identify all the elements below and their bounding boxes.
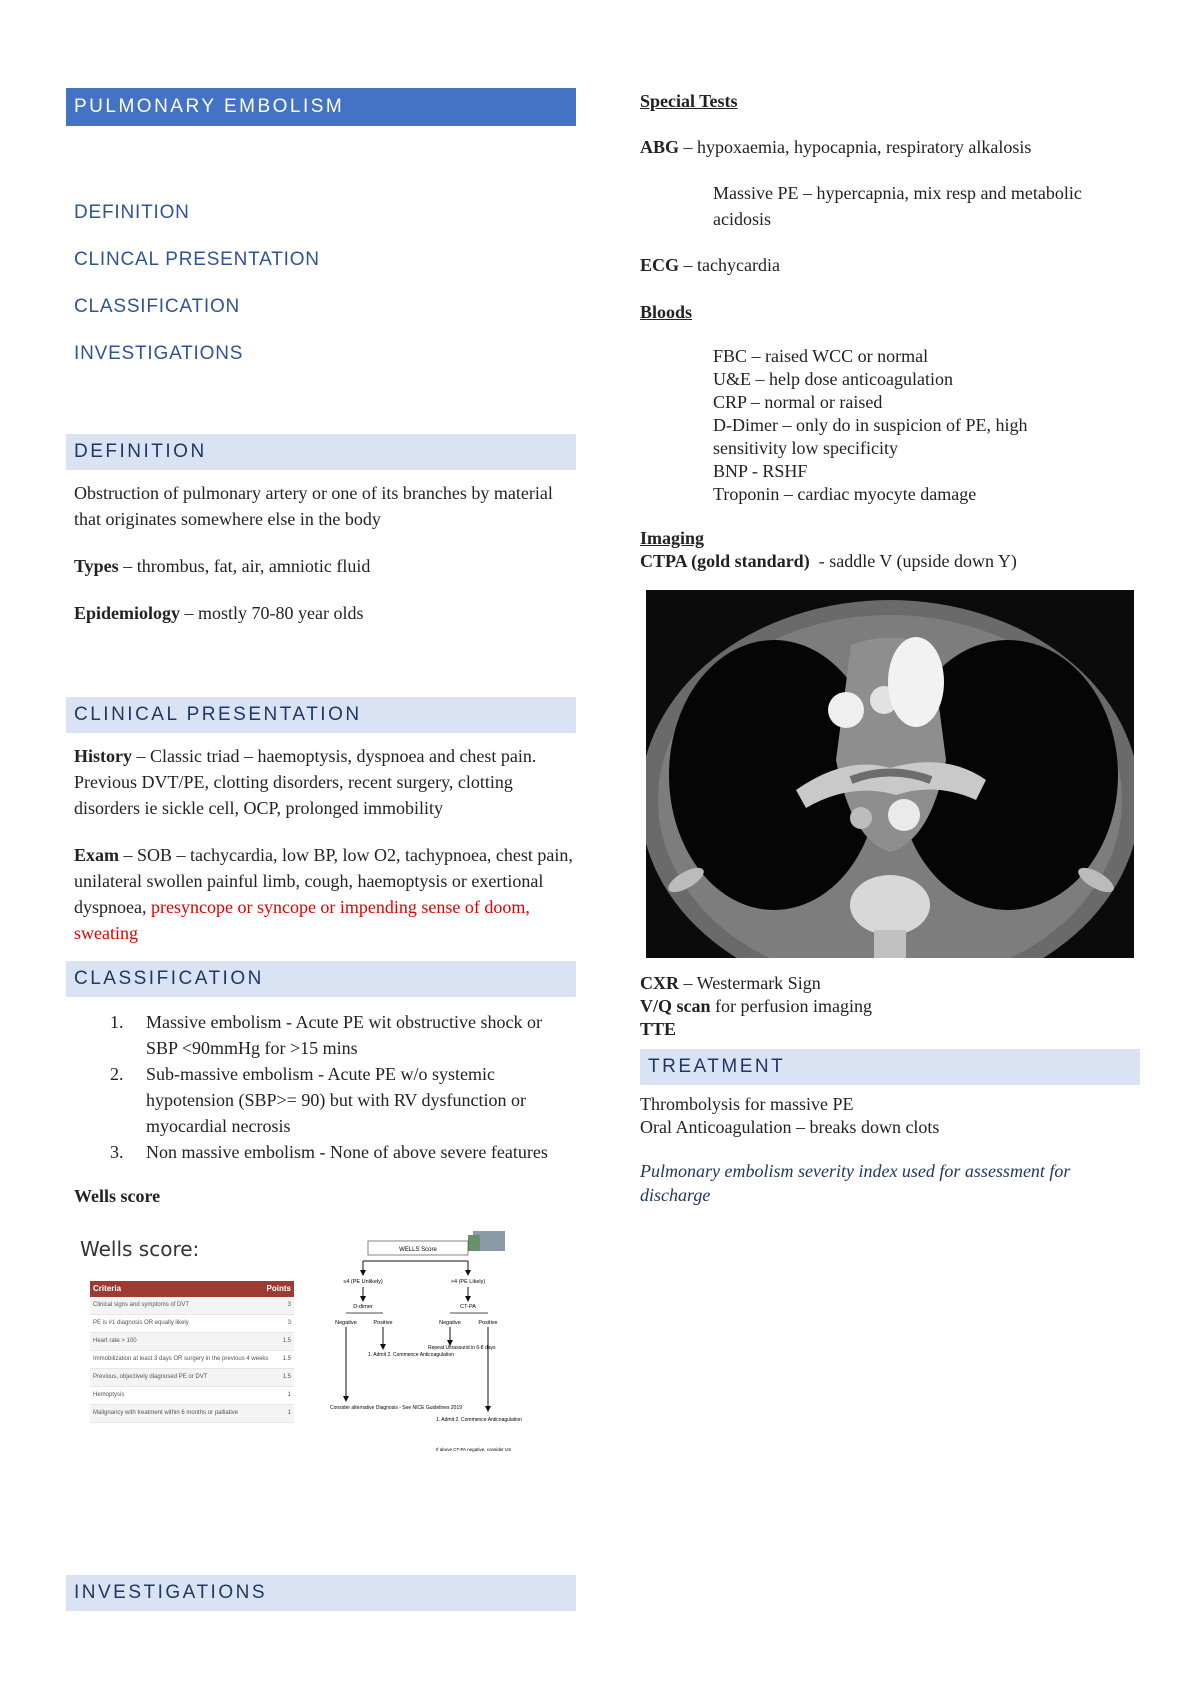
abg-text: – hypoxaemia, hypocapnia, respiratory alkalosis (679, 137, 1032, 157)
ecg-label: ECG (640, 255, 680, 275)
toc-item-classification[interactable]: CLASSIFICATION (74, 296, 241, 317)
list-item: FBC – raised WCC or normal (713, 346, 929, 366)
abg-label: ABG (640, 137, 680, 157)
exam-red-text: presyncope or syncope or impending sense of doom, sweating (74, 897, 530, 943)
types-label: Types (74, 556, 119, 576)
flow-neg-left: Negative (335, 1320, 357, 1326)
classification-item: 2. Sub-massive embolism - Acute PE w/o systemic hypotension (SBP>= 90) but with RV dysfunction or myocardial necrosis (110, 1064, 527, 1136)
table-row: Previous, objectively diagnosed PE or DVT 1.5 (90, 1369, 294, 1387)
flow-admit2: 1. Admit 2. Commence Anticoagulation (436, 1417, 522, 1423)
treatment-line-1: Thrombolysis for massive PE (640, 1094, 854, 1114)
ctpa-label: CTPA (gold standard) (640, 551, 810, 571)
right-lower-section (640, 972, 1140, 1207)
right-column (640, 88, 1140, 573)
epidemiology-paragraph (66, 600, 576, 626)
ecg-text: – tachycardia (679, 255, 780, 275)
flow-ctpa: CT-PA (460, 1304, 476, 1310)
ecg-paragraph (640, 252, 1140, 278)
table-row: Hemoptysis 1 (90, 1387, 294, 1405)
flow-logo-accent (468, 1235, 480, 1251)
tte-label: TTE (640, 1019, 677, 1039)
ct-scan-drawing (646, 590, 1134, 958)
toc-item-definition[interactable]: DEFINITION (74, 202, 190, 223)
treatment-note: Pulmonary embolism severity index used for assessment for discharge (640, 1161, 1071, 1205)
exam-paragraph (66, 842, 576, 946)
ctpa-paragraph (640, 550, 1140, 573)
imaging-heading: Imaging (640, 528, 705, 548)
types-paragraph (66, 553, 576, 579)
history-text: – Classic triad – haemoptysis, dyspnoea and chest pain. Previous DVT/PE, clotting disorders, recent surgery, clotting disorders ie sickle cell, OCP, prolonged immobility (74, 746, 537, 818)
ctpa-scan-image (646, 590, 1134, 958)
vq-paragraph (640, 995, 1140, 1018)
flow-pos-right: Positive (478, 1320, 498, 1326)
history-label: History (74, 746, 132, 766)
classification-header: CLASSIFICATION (66, 961, 576, 997)
flow-ddimer: D-dimer (353, 1304, 373, 1310)
left-column (66, 88, 576, 1603)
wells-table-header: Criteria Points (90, 1281, 294, 1297)
bloods-list (640, 345, 1140, 506)
tte-paragraph (640, 1018, 1140, 1041)
investigations-header: INVESTIGATIONS (66, 1575, 576, 1611)
classification-item: 3. Non massive embolism - None of above severe features (110, 1142, 548, 1162)
flow-left-branch: ≤4 (PE Unlikely) (343, 1279, 383, 1285)
ctpa-text: - saddle V (upside down Y) (809, 551, 1017, 571)
massive-pe-text: Massive PE – hypercapnia, mix resp and metabolic acidosis (713, 183, 1082, 229)
table-of-contents (66, 189, 576, 377)
list-item: U&E – help dose anticoagulation (713, 369, 953, 389)
abg-paragraph (640, 134, 1140, 160)
bloods-heading: Bloods (640, 302, 693, 322)
vq-text: for perfusion imaging (710, 996, 872, 1016)
flow-ifabove: If above CT-PA negative, consider US (436, 1447, 512, 1452)
list-item: Troponin – cardiac myocyte damage (713, 484, 977, 504)
wells-score-image (66, 1231, 526, 1476)
toc-item-investigations[interactable]: INVESTIGATIONS (74, 343, 244, 364)
special-tests-heading: Special Tests (640, 91, 738, 111)
cxr-text: – Westermark Sign (679, 973, 821, 993)
wells-flowchart (328, 1231, 528, 1471)
classification-list (66, 1009, 576, 1165)
epidemiology-text: – mostly 70-80 year olds (180, 603, 364, 623)
flow-consider: Consider alternative Diagnosis - See NICE Guidelines 2019 (330, 1405, 463, 1411)
flow-pos-left: Positive (373, 1320, 393, 1326)
classification-item: 1. Massive embolism - Acute PE wit obstructive shock or SBP <90mmHg for >15 mins (110, 1012, 542, 1058)
flow-neg-right: Negative (439, 1320, 461, 1326)
treatment-header: TREATMENT (640, 1049, 1140, 1085)
toc-item-clinical-presentation[interactable]: CLINCAL PRESENTATION (74, 249, 320, 270)
flow-right-branch: >4 (PE Likely) (450, 1279, 486, 1285)
table-row: Clinical signs and symptoms of DVT 3 (90, 1297, 294, 1315)
exam-text: – SOB – tachycardia, low BP, low O2, tachypnoea, chest pain, unilateral swollen painful limb, cough, haemoptysis or exertional dyspnoea, (74, 845, 573, 917)
list-item: D-Dimer – only do in suspicion of PE, high sensitivity low specificity (713, 415, 1028, 458)
flow-top: WELLS Score (399, 1247, 437, 1253)
cxr-paragraph (640, 972, 1140, 995)
definition-header: DEFINITION (66, 434, 576, 470)
types-text: – thrombus, fat, air, amniotic fluid (118, 556, 371, 576)
vq-label: V/Q scan (640, 996, 711, 1016)
table-row: Heart rate > 100 1.5 (90, 1333, 294, 1351)
wells-criteria-table (90, 1281, 294, 1423)
history-paragraph (66, 743, 576, 821)
epidemiology-label: Epidemiology (74, 603, 181, 623)
wells-image-title: Wells score: (80, 1237, 200, 1261)
table-row: Immobilization at least 3 days OR surgery in the previous 4 weeks 1.5 (90, 1351, 294, 1369)
wells-score-label: Wells score (74, 1186, 161, 1206)
table-row: PE is #1 diagnosis OR equally likely 3 (90, 1315, 294, 1333)
clinical-presentation-header: CLINICAL PRESENTATION (66, 697, 576, 733)
list-item: CRP – normal or raised (713, 392, 883, 412)
table-row: Malignancy with treatment within 6 months or palliative 1 (90, 1405, 294, 1423)
treatment-line-2: Oral Anticoagulation – breaks down clots (640, 1117, 940, 1137)
definition-text: Obstruction of pulmonary artery or one of its branches by material that originates somewhere else in the body (74, 483, 553, 529)
document-title: PULMONARY EMBOLISM (66, 88, 576, 126)
flow-repeat: Repeat Ultrasound in 6-8 days (428, 1345, 496, 1351)
list-item: BNP - RSHF (713, 461, 808, 481)
exam-label: Exam (74, 845, 119, 865)
cxr-label: CXR (640, 973, 679, 993)
flow-admit: 1. Admit 2. Commence Anticoagulation (368, 1352, 454, 1358)
